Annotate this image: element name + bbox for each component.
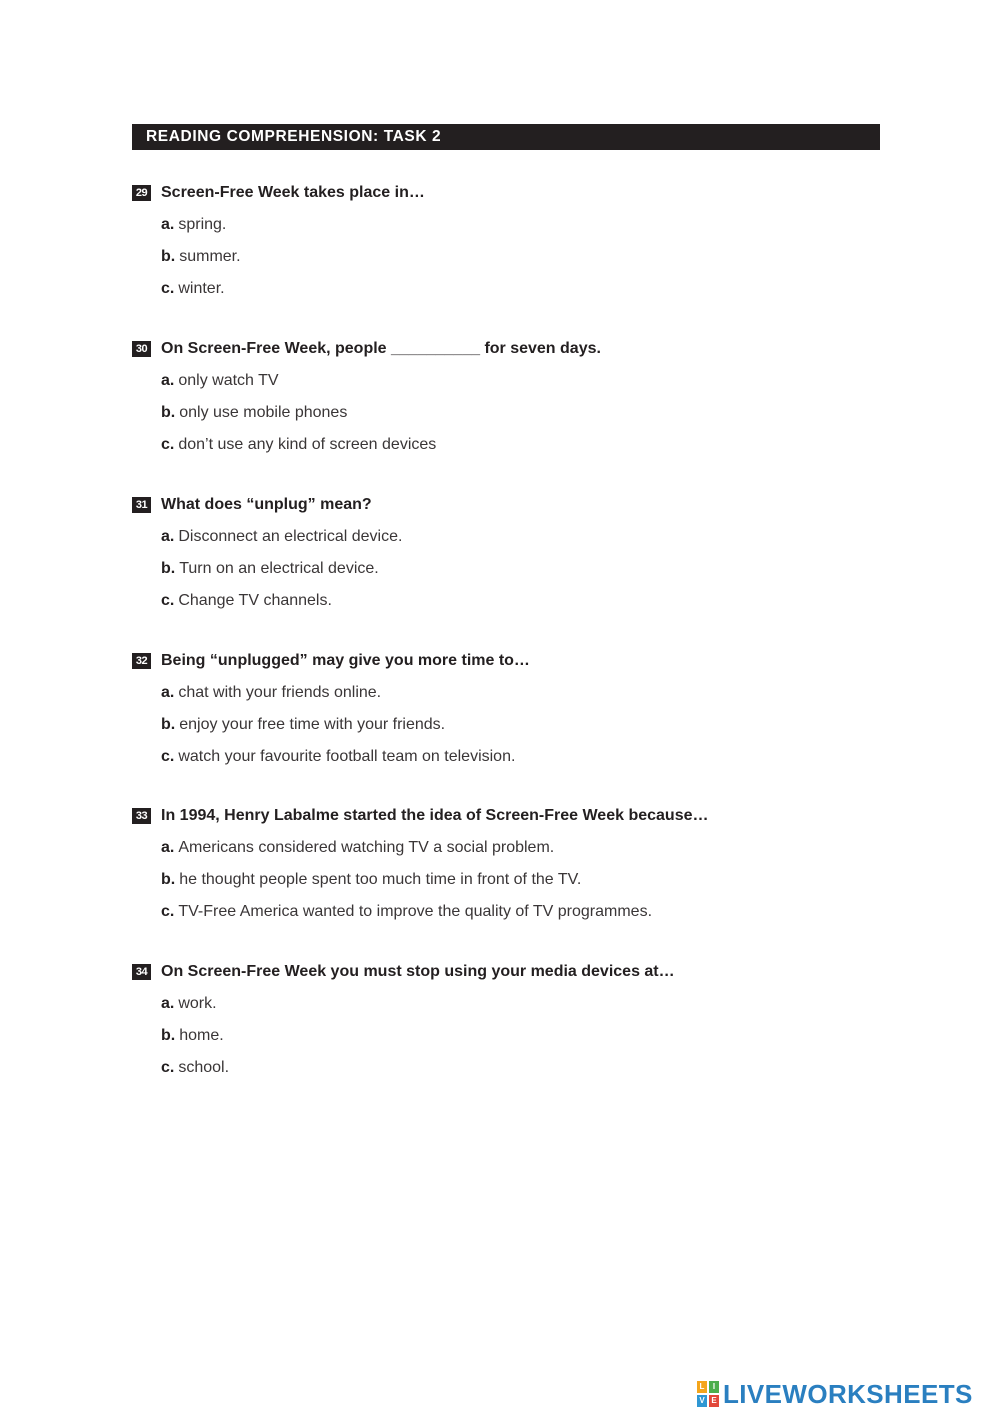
option-letter: a.: [161, 372, 175, 389]
option-text: summer.: [179, 248, 241, 265]
section-banner: [132, 124, 880, 150]
question-32: [132, 651, 880, 765]
option-b[interactable]: [161, 870, 652, 902]
option-text: only watch TV: [178, 372, 279, 389]
question-34: [132, 962, 880, 1076]
question-text: What does “unplug” mean?: [161, 496, 372, 513]
option-text: work.: [178, 995, 217, 1012]
option-a[interactable]: [161, 215, 241, 247]
option-a[interactable]: [161, 838, 652, 870]
option-letter: a.: [161, 995, 175, 1012]
question-30: [132, 339, 880, 453]
section-title: READING COMPREHENSION: TASK 2: [146, 128, 442, 145]
option-a[interactable]: [161, 527, 402, 559]
option-text: Americans considered watching TV a social problem.: [178, 839, 555, 856]
option-b[interactable]: [161, 1026, 229, 1058]
option-letter: a.: [161, 216, 175, 233]
option-text: school.: [178, 1059, 230, 1076]
option-b[interactable]: [161, 715, 515, 747]
question-text: In 1994, Henry Labalme started the idea of Screen-Free Week because…: [161, 807, 709, 824]
option-letter: a.: [161, 684, 175, 701]
question-text: On Screen-Free Week, people __________ for seven days.: [161, 340, 601, 357]
option-list: [161, 683, 515, 779]
logo-block: L: [697, 1381, 707, 1393]
option-letter: c.: [161, 592, 175, 609]
option-list: [161, 215, 241, 311]
option-c[interactable]: [161, 1058, 229, 1090]
option-c[interactable]: [161, 902, 652, 934]
option-c[interactable]: [161, 747, 515, 779]
option-letter: b.: [161, 871, 176, 888]
question-number-badge: 33: [132, 808, 151, 824]
option-letter: c.: [161, 436, 175, 453]
option-text: home.: [179, 1027, 224, 1044]
option-b[interactable]: [161, 403, 436, 435]
option-text: winter.: [178, 280, 225, 297]
question-number-badge: 32: [132, 653, 151, 669]
option-text: chat with your friends online.: [178, 684, 382, 701]
option-text: he thought people spent too much time in front of the TV.: [179, 871, 582, 888]
option-text: TV-Free America wanted to improve the quality of TV programmes.: [178, 903, 653, 920]
question-29: [132, 183, 880, 297]
option-letter: b.: [161, 1027, 176, 1044]
option-c[interactable]: [161, 435, 436, 467]
logo-text: LIVEWORKSHEETS: [723, 1379, 973, 1409]
option-letter: a.: [161, 839, 175, 856]
option-b[interactable]: [161, 559, 402, 591]
option-a[interactable]: [161, 683, 515, 715]
option-text: only use mobile phones: [179, 404, 348, 421]
option-list: [161, 994, 229, 1090]
question-text: Being “unplugged” may give you more time to…: [161, 652, 530, 669]
question-number-badge: 29: [132, 185, 151, 201]
option-letter: c.: [161, 748, 175, 765]
option-list: [161, 838, 652, 934]
option-c[interactable]: [161, 279, 241, 311]
option-text: enjoy your free time with your friends.: [179, 716, 446, 733]
option-a[interactable]: [161, 994, 229, 1026]
question-33: [132, 806, 880, 920]
option-letter: c.: [161, 903, 175, 920]
logo-block: E: [709, 1395, 719, 1407]
question-text: Screen-Free Week takes place in…: [161, 184, 425, 201]
option-text: don’t use any kind of screen devices: [178, 436, 437, 453]
option-letter: b.: [161, 560, 176, 577]
question-number-badge: 30: [132, 341, 151, 357]
question-number-badge: 34: [132, 964, 151, 980]
option-c[interactable]: [161, 591, 402, 623]
question-31: [132, 495, 880, 609]
option-letter: c.: [161, 280, 175, 297]
option-text: spring.: [178, 216, 227, 233]
option-letter: b.: [161, 248, 176, 265]
option-a[interactable]: [161, 371, 436, 403]
option-letter: b.: [161, 716, 176, 733]
logo-block: V: [697, 1395, 707, 1407]
option-text: watch your favourite football team on television.: [178, 748, 516, 765]
option-letter: b.: [161, 404, 176, 421]
option-text: Disconnect an electrical device.: [178, 528, 403, 545]
option-text: Change TV channels.: [178, 592, 332, 609]
option-letter: c.: [161, 1059, 175, 1076]
logo-block: I: [709, 1381, 719, 1393]
question-text: On Screen-Free Week you must stop using your media devices at…: [161, 963, 675, 980]
logo-blocks-icon: [697, 1381, 719, 1407]
option-letter: a.: [161, 528, 175, 545]
question-number-badge: 31: [132, 497, 151, 513]
option-list: [161, 527, 402, 623]
option-text: Turn on an electrical device.: [179, 560, 379, 577]
liveworksheets-logo: [697, 1380, 973, 1408]
option-list: [161, 371, 436, 467]
option-b[interactable]: [161, 247, 241, 279]
